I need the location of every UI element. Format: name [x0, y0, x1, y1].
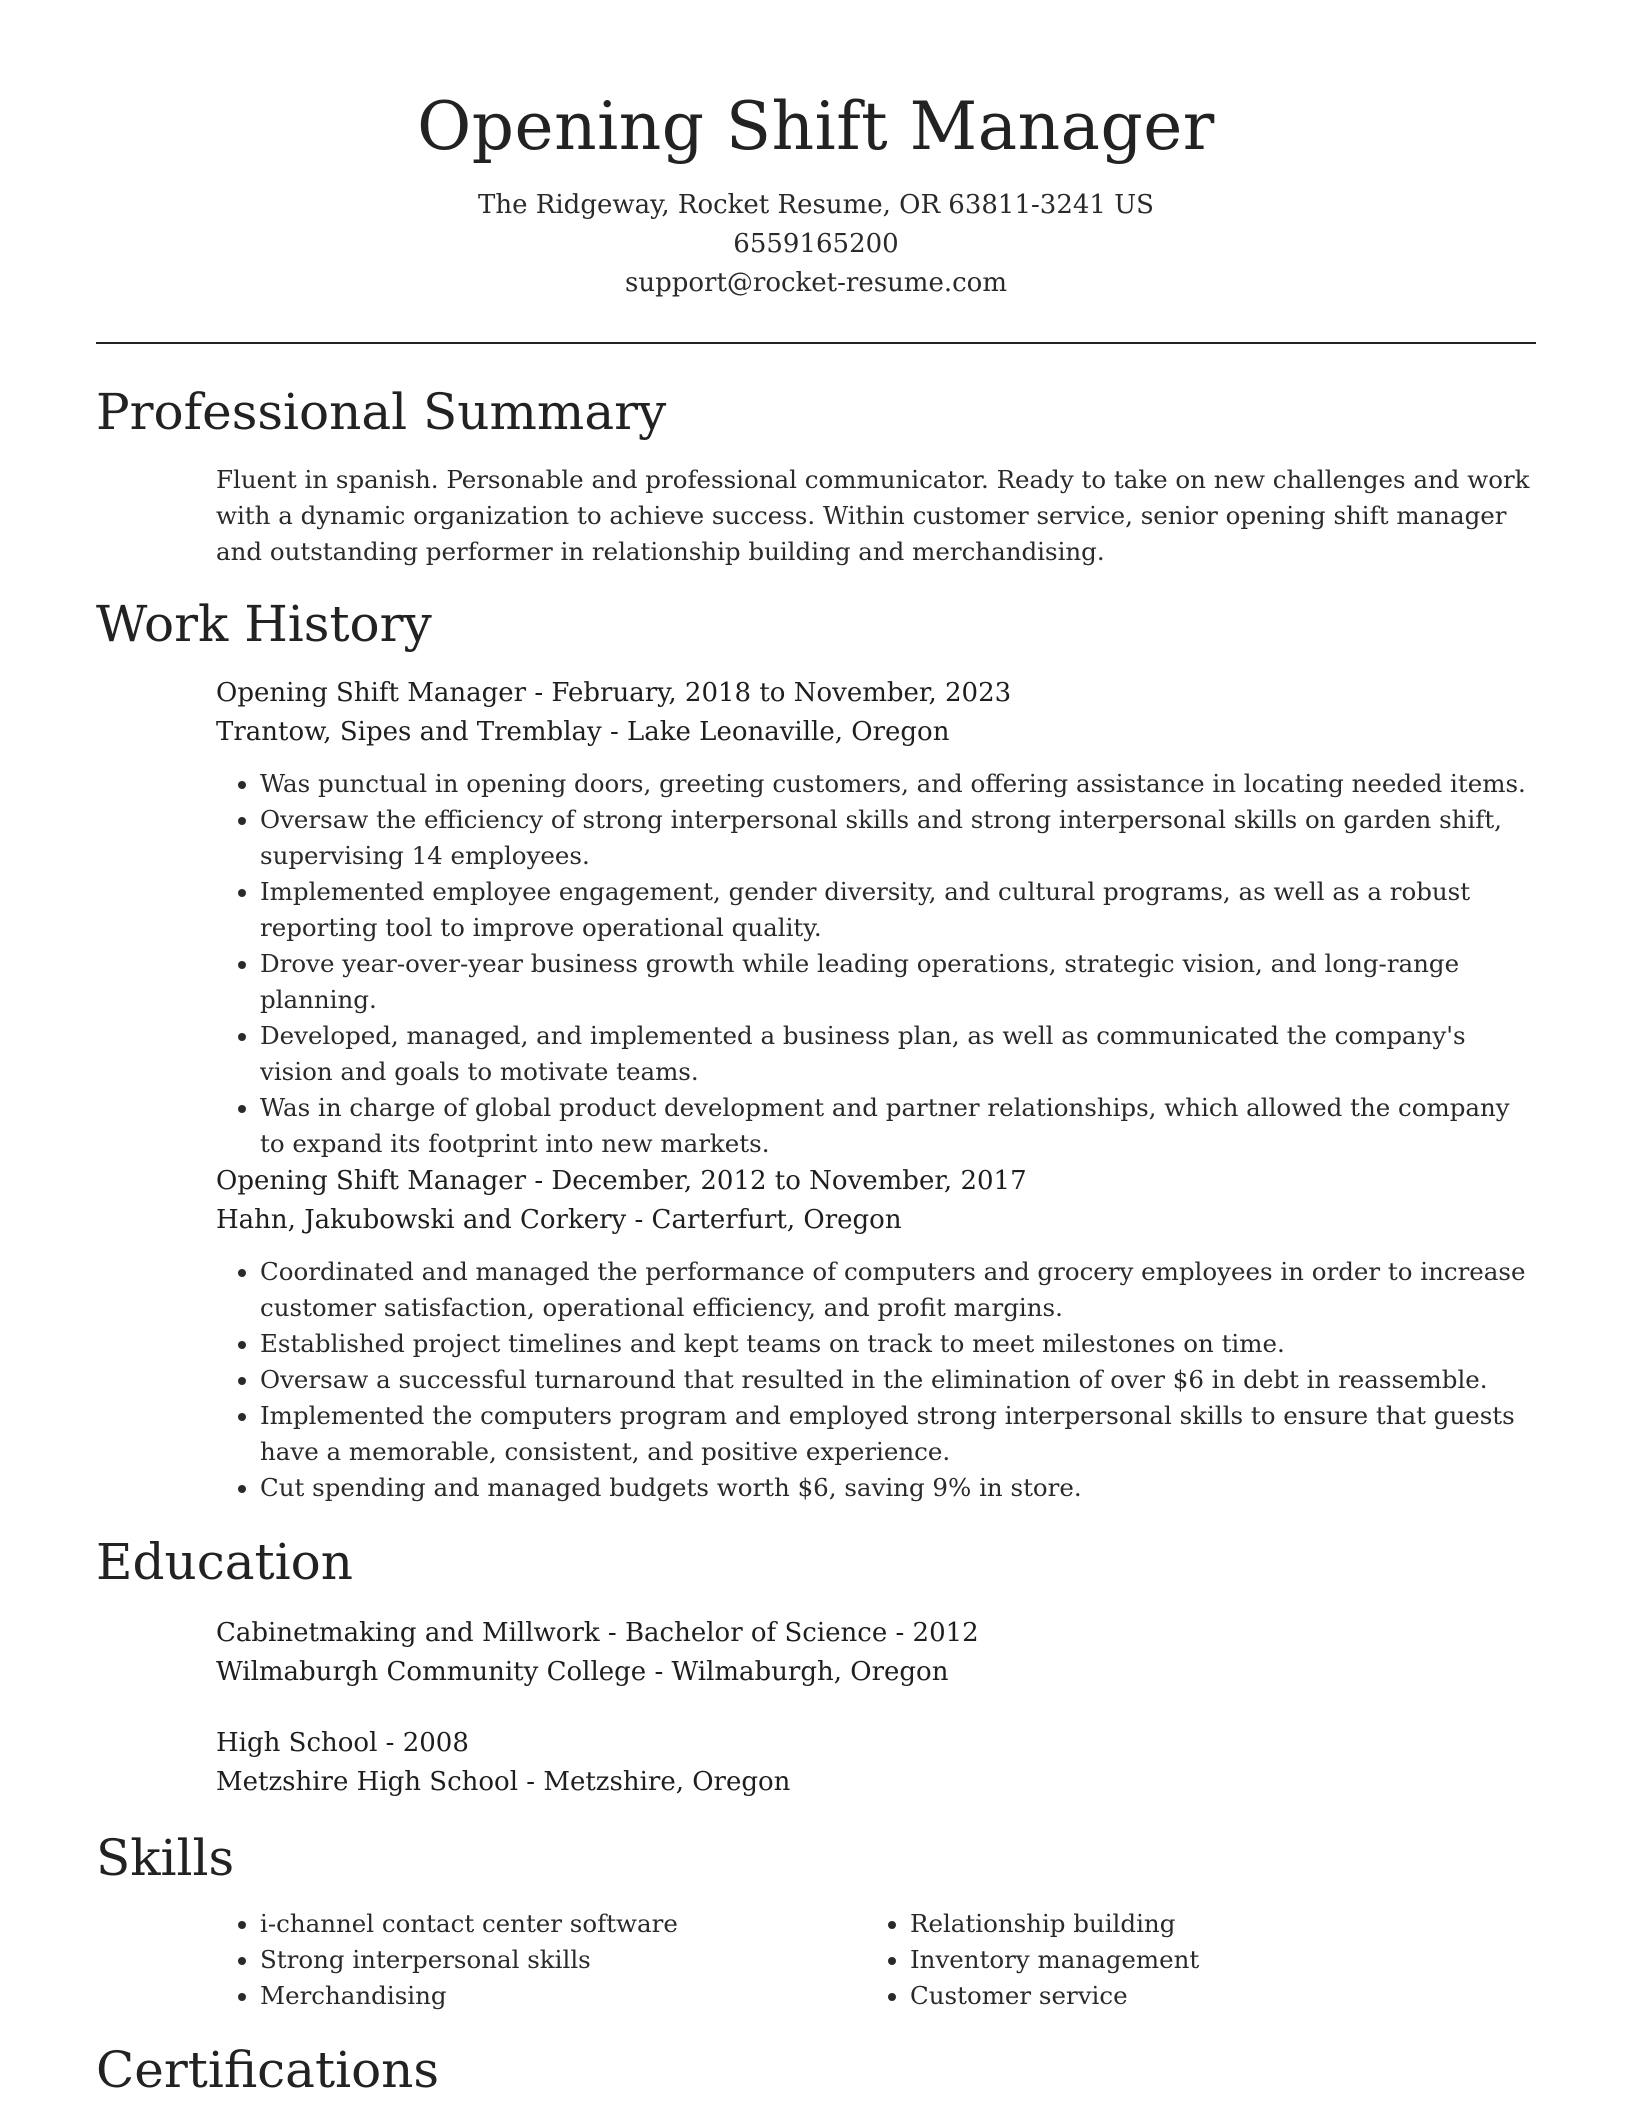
- skill-item: • Customer service: [910, 1978, 1516, 2014]
- skill-item: • Inventory management: [910, 1942, 1516, 1978]
- job-bullet: • Implemented the computers program and employed strong interpersonal skills to ensure that guests have a memorable, consistent, and positive experience.: [260, 1398, 1538, 1470]
- job-bullet: • Was punctual in opening doors, greeting customers, and offering assistance in locating needed items.: [260, 766, 1538, 802]
- summary-text: Fluent in spanish. Personable and professional communicator. Ready to take on new challenges and work with a dynamic organization to achieve success. Within customer service, senior opening shift manager and outstanding performer in relationship building and merchandising.: [216, 465, 1530, 566]
- school-line: Wilmaburgh Community College - Wilmaburgh, Oregon: [216, 1657, 949, 1687]
- job-role-line: Opening Shift Manager - February, 2018 to November, 2023: [216, 678, 1012, 708]
- education-entry: [216, 1614, 1538, 1692]
- skills-list: [216, 1906, 866, 2014]
- address-line: The Ridgeway, Rocket Resume, OR 63811-3241 US: [478, 190, 1154, 220]
- skill-item: • Merchandising: [260, 1978, 866, 2014]
- job-entry: [216, 674, 1538, 1162]
- job-bullet: • Cut spending and managed budgets worth $6, saving 9% in store.: [260, 1470, 1538, 1506]
- job-bullet: • Established project timelines and kept teams on track to meet milestones on time.: [260, 1326, 1538, 1362]
- school-line: Metzshire High School - Metzshire, Oregon: [216, 1767, 791, 1797]
- work-history-heading: Work History: [96, 595, 432, 653]
- skills-column-left: [216, 1906, 866, 2014]
- job-bullet: • Oversaw the efficiency of strong interpersonal skills and strong interpersonal skills on garden shift, supervising 14 employees.: [260, 802, 1538, 874]
- job-bullet: • Developed, managed, and implemented a business plan, as well as communicated the company's vision and goals to motivate teams.: [260, 1018, 1538, 1090]
- degree-line: Cabinetmaking and Millwork - Bachelor of Science - 2012: [216, 1618, 979, 1648]
- skills-grid: [216, 1906, 1538, 2014]
- job-company-line: Hahn, Jakubowski and Corkery - Carterfurt, Oregon: [216, 1205, 902, 1235]
- skills-list: [866, 1906, 1516, 2014]
- summary-heading: Professional Summary: [96, 383, 667, 441]
- job-role-line: Opening Shift Manager - December, 2012 to November, 2017: [216, 1166, 1027, 1196]
- job-bullet: • Oversaw a successful turnaround that resulted in the elimination of over $6 in debt in reassemble.: [260, 1362, 1538, 1398]
- resume-header: [0, 0, 1632, 303]
- phone-line: 6559165200: [733, 229, 899, 259]
- header-divider: [96, 342, 1536, 344]
- education-heading: Education: [96, 1533, 353, 1591]
- skill-item: • i-channel contact center software: [260, 1906, 866, 1942]
- skill-item: • Relationship building: [910, 1906, 1516, 1942]
- job-bullet: • Implemented employee engagement, gender diversity, and cultural programs, as well as a robust reporting tool to improve operational quality.: [260, 874, 1538, 946]
- job-bullet: • Drove year-over-year business growth while leading operations, strategic vision, and long-range planning.: [260, 946, 1538, 1018]
- job-company-line: Trantow, Sipes and Tremblay - Lake Leonaville, Oregon: [216, 717, 950, 747]
- summary-block: [216, 462, 1538, 570]
- skills-heading: Skills: [96, 1829, 235, 1887]
- email-line: support@rocket-resume.com: [624, 268, 1007, 298]
- skill-item: • Strong interpersonal skills: [260, 1942, 866, 1978]
- job-bullet: • Was in charge of global product development and partner relationships, which allowed the company to expand its footprint into new markets.: [260, 1090, 1538, 1162]
- job-bullet-list: [216, 766, 1538, 1162]
- candidate-name: Opening Shift Manager: [417, 88, 1215, 165]
- skills-column-right: [866, 1906, 1516, 2014]
- education-entry: [216, 1724, 1538, 1802]
- job-bullet-list: [216, 1254, 1538, 1506]
- job-entry: [216, 1162, 1538, 1506]
- contact-block: [0, 186, 1632, 303]
- job-bullet: • Coordinated and managed the performance of computers and grocery employees in order to increase customer satisfaction, operational efficiency, and profit margins.: [260, 1254, 1538, 1326]
- certifications-heading: Certifications: [96, 2041, 440, 2099]
- degree-line: High School - 2008: [216, 1728, 469, 1758]
